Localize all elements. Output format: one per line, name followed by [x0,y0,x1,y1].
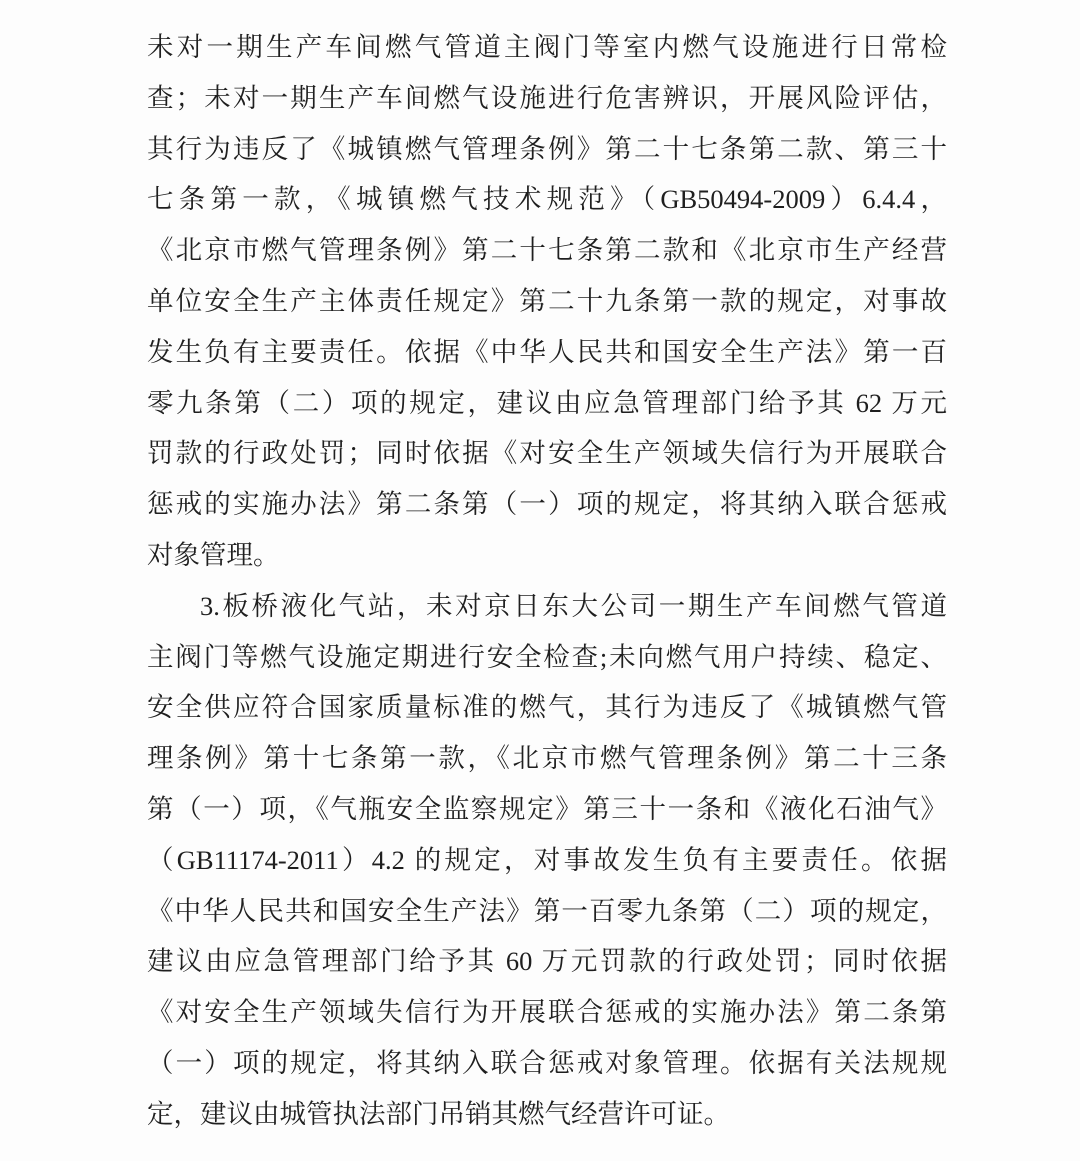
text-line: 《北京市燃气管理条例》第二十七条第二款和《北京市生产经营 [147,235,947,266]
text-block [147,22,947,1140]
text-line: 查；未对一期生产车间燃气设施进行危害辨识，开展风险评估， [147,82,947,113]
text-line: 七条第一款，《城镇燃气技术规范》（GB50494-2009）6.4.4， [147,184,947,215]
text-line: 建议由应急管理部门给予其 60 万元罚款的行政处罚；同时依据 [147,946,947,977]
text-line: 其行为违反了《城镇燃气管理条例》第二十七条第二款、第三十 [147,133,947,164]
text-line: 安全供应符合国家质量标准的燃气，其行为违反了《城镇燃气管 [147,692,947,723]
text-line: 主阀门等燃气设施定期进行安全检查;未向燃气用户持续、稳定、 [147,641,947,672]
text-line: 《中华人民共和国安全生产法》第一百零九条第（二）项的规定， [147,895,947,926]
text-line: （GB11174-2011）4.2 的规定，对事故发生负有主要责任。依据 [147,844,947,875]
text-line: 零九条第（二）项的规定，建议由应急管理部门给予其 62 万元 [147,387,947,418]
text-line: 理条例》第十七条第一款，《北京市燃气管理条例》第二十三条 [147,743,947,774]
text-line-paragraph-end: 对象管理。 [147,539,280,570]
text-line: 未对一期生产车间燃气管道主阀门等室内燃气设施进行日常检 [147,32,947,62]
text-line: 罚款的行政处罚；同时依据《对安全生产领域失信行为开展联合 [147,438,947,469]
text-line: 惩戒的实施办法》第二条第（一）项的规定，将其纳入联合惩戒 [147,489,947,520]
text-line: （一）项的规定，将其纳入联合惩戒对象管理。依据有关法规规 [147,1047,947,1078]
text-line-paragraph-end: 定，建议由城管执法部门吊销其燃气经营许可证。 [147,1098,730,1129]
text-line: 《对安全生产领域失信行为开展联合惩戒的实施办法》第二条第 [147,997,947,1028]
text-line: 单位安全生产主体责任规定》第二十九条第一款的规定，对事故 [147,285,947,316]
text-line-paragraph-start: 3.板桥液化气站，未对京日东大公司一期生产车间燃气管道 [200,590,947,621]
text-line: 第（一）项，《气瓶安全监察规定》第三十一条和《液化石油气》 [147,793,947,824]
text-line: 发生负有主要责任。依据《中华人民共和国安全生产法》第一百 [147,336,947,367]
